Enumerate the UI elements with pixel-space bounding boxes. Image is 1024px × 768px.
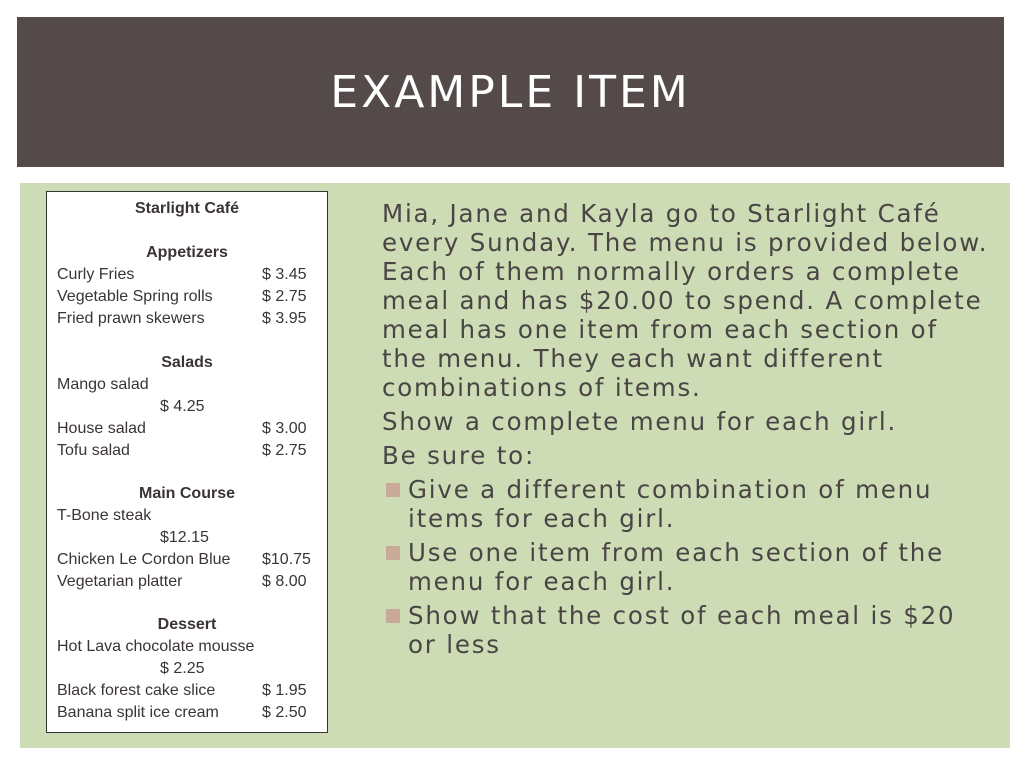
list-item-text: Show that the cost of each meal is $20 or less <box>408 601 956 659</box>
menu-item <box>57 440 317 462</box>
menu-item <box>57 418 317 440</box>
section-heading-salads: Salads <box>161 354 213 371</box>
square-bullet-icon <box>386 609 400 623</box>
menu-table <box>46 191 328 733</box>
menu-item-price: $ 8.00 <box>262 573 307 590</box>
list-item <box>382 538 992 596</box>
menu-item-price: $ 4.25 <box>160 398 205 415</box>
menu-item-price: $12.15 <box>160 529 209 546</box>
section-heading-dessert: Dessert <box>157 616 217 633</box>
slide-title: EXAMPLE ITEM <box>330 66 691 118</box>
menu-item-price-row <box>57 658 317 680</box>
menu-item-name: Curly Fries <box>57 266 135 283</box>
menu-item-name: House salad <box>57 420 146 437</box>
menu-item <box>57 636 317 658</box>
menu-item-name: Tofu salad <box>57 442 130 459</box>
title-bar <box>17 17 1004 167</box>
square-bullet-icon <box>386 483 400 497</box>
be-sure-paragraph: Be sure to: <box>382 441 536 470</box>
menu-item <box>57 549 317 571</box>
menu-item <box>57 680 317 702</box>
menu-item-price: $ 2.75 <box>262 288 307 305</box>
list-item-text: Give a different combination of menu items for each girl. <box>408 475 933 533</box>
menu-item-price: $ 1.95 <box>262 682 307 699</box>
menu-item <box>57 264 317 286</box>
menu-item-name: Chicken Le Cordon Blue <box>57 551 231 568</box>
square-bullet-icon <box>386 546 400 560</box>
list-item <box>382 601 992 659</box>
menu-item-price: $ 2.75 <box>262 442 307 459</box>
content-area <box>20 183 1010 748</box>
list-item-text: Use one item from each section of the menu for each girl. <box>408 538 944 596</box>
menu-item <box>57 286 317 308</box>
menu-item-name: Vegetarian platter <box>57 573 183 590</box>
menu-item-price: $ 2.50 <box>262 704 307 721</box>
menu-item-price: $ 3.45 <box>262 266 307 283</box>
menu-item-name: Black forest cake slice <box>57 682 216 699</box>
menu-item-name: Banana split ice cream <box>57 704 219 721</box>
section-heading-appetizers: Appetizers <box>146 244 228 261</box>
list-item <box>382 475 992 533</box>
menu-item-price: $ 2.25 <box>160 660 205 677</box>
menu-item <box>57 308 317 330</box>
menu-item <box>57 374 317 396</box>
menu-item-name: T-Bone steak <box>57 507 152 524</box>
menu-item <box>57 505 317 527</box>
instruction-paragraph: Show a complete menu for each girl. <box>382 407 898 436</box>
menu-item <box>57 571 317 593</box>
intro-paragraph: Mia, Jane and Kayla go to Starlight Café every Sunday. The menu is provided below. Each of them normally orders a complete meal and has $20.00 to spend. A complete meal has one item from each section of the menu. They each want different combinations of items. <box>382 199 989 402</box>
menu-item-price: $ 3.95 <box>262 310 307 327</box>
menu-item-price: $10.75 <box>262 551 311 568</box>
menu-item <box>57 702 317 724</box>
section-heading-main-course: Main Course <box>138 485 235 502</box>
menu-item-price: $ 3.00 <box>262 420 307 437</box>
cafe-name: Starlight Café <box>134 200 239 217</box>
menu-item-price-row <box>57 527 317 549</box>
menu-item-price-row <box>57 396 317 418</box>
requirements-list <box>382 475 992 659</box>
menu-item-name: Fried prawn skewers <box>57 310 205 327</box>
menu-item-name: Vegetable Spring rolls <box>57 288 213 305</box>
problem-text <box>382 199 992 664</box>
menu-item-name: Mango salad <box>57 376 149 393</box>
menu-item-name: Hot Lava chocolate mousse <box>57 638 255 655</box>
